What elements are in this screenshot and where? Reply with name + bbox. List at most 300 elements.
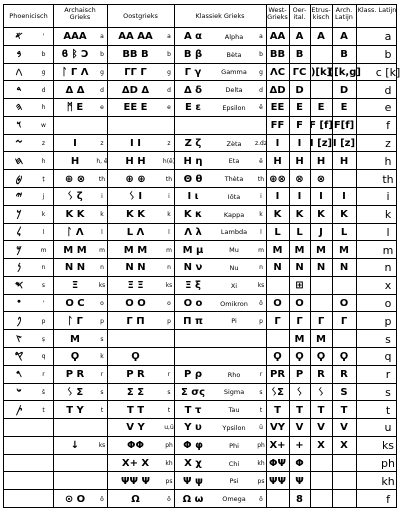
cell-et: M [316,244,326,256]
cell-ph: 𐤃 [16,84,22,96]
table-row [4,471,396,490]
cell-tr [34,472,53,490]
cell-ar: ᛊ Σ [66,386,84,398]
cell-ph: 𐤊 [16,209,22,221]
cell-tr3: ps [165,477,173,485]
cell-ph: 𐤀 [15,31,23,43]
cell-et: Ε [317,102,325,114]
cell-oo: BB B [122,49,149,61]
cell-tr: k [41,211,46,219]
cell-wg [266,490,289,508]
cell-oo: H H [125,155,146,167]
cell-oo: Ω [131,493,140,505]
cell-tr4: g [259,68,263,76]
cell-ar: O C [65,298,85,310]
cell-tr3: a [167,33,171,41]
header-oertal: Oer-ital. [292,6,307,21]
cell-oi: + [295,440,304,452]
cell-la: m [382,243,394,257]
cell-name: Phi [229,441,239,450]
cell-la: b [384,48,392,62]
header-archaisch: Archaisch Grieks [64,6,96,21]
cell-kl: N ν [183,262,203,274]
cell-kl [174,117,212,135]
cell-tr4: ĕ [259,104,263,112]
cell-tr3: ph [165,442,173,450]
cell-ar [53,117,97,135]
cell-kl: Π π [183,315,203,327]
cell-al: A [340,31,348,43]
cell-tr2 [97,455,107,473]
cell-al: Γ [340,315,348,327]
cell-tr4: ŏ [259,300,263,308]
cell-wg: ᛊΣ [271,386,284,398]
cell-tr: q [41,353,46,361]
cell-al: R [340,369,348,381]
cell-tr3: t [167,406,171,414]
table-row [4,134,396,153]
table-row [4,63,400,82]
cell-oo: T T [126,404,145,416]
cell-oi: 8 [296,493,303,505]
cell-name: Lambda [220,228,248,237]
cell-ph: 𐤋 [16,226,22,238]
cell-tr2: t [100,406,104,414]
cell-oo: ΔD Δ [121,84,150,96]
cell-oi: Ϙ [295,351,304,363]
cell-name: Gamma [221,68,247,77]
cell-et: ᛊ [318,386,324,398]
cell-oo: ΦΦ [126,440,144,452]
cell-la: s [385,332,391,346]
cell-ph: 𐤁 [16,49,22,61]
cell-oo: ⊕ ⊕ [125,173,146,185]
cell-tr2: k [100,353,104,361]
cell-tr: h [41,157,46,165]
cell-wg: ⊕⊗ [269,173,286,185]
cell-tr2: i [101,193,103,201]
cell-name: Sigma [223,388,245,397]
cell-kl: B β [183,49,203,61]
cell-al [332,455,356,473]
header-klassiek: Klassiek Grieks [195,12,245,20]
cell-oi: K [295,209,304,221]
table-row [4,436,396,455]
cell-tr3: e [167,104,171,112]
cell-al: L [340,226,348,238]
cell-al [332,330,356,348]
cell-name: Psi [229,477,239,486]
cell-al: I [342,191,346,203]
table-row [4,276,396,295]
cell-wg: FF [270,120,285,132]
cell-kl: Γ γ [184,66,202,78]
cell-kl [174,348,212,366]
cell-tr2: r [100,371,104,379]
cell-wg: X+ [269,440,286,452]
cell-name: Epsilon [222,103,246,112]
cell-oi: Ψ [295,475,304,487]
cell-tr2: z [100,140,104,148]
cell-oo: M M [123,244,148,256]
cell-tr4: ph [257,442,265,450]
table-row [4,187,396,206]
cell-ar: ᛚ Λ [66,226,84,238]
cell-name: Nu [229,263,239,272]
cell-ar: AAA [63,31,87,43]
cell-name: Iōta [227,192,241,201]
cell-al: Ϙ [339,351,349,363]
cell-al: S [340,386,348,398]
cell-oi: M [294,333,305,345]
cell-oi: I [297,138,302,150]
cell-al: N [339,262,349,274]
cell-oi: I [297,191,302,203]
cell-et: X [317,440,325,452]
cell-wg: H [273,155,282,167]
cell-tr4: m [258,246,264,254]
cell-name: Mu [229,246,239,255]
cell-et: I [319,191,323,203]
table-row [4,489,396,508]
cell-name: Zèta [226,139,242,148]
cell-tr: g [41,68,46,76]
cell-tr4: i [260,193,262,201]
cell-al: D [339,84,349,96]
cell-tr4: k [259,211,263,219]
cell-et: T [317,404,325,416]
cell-name [212,117,256,135]
cell-oi: ᛊ [296,386,303,398]
cell-tr: t [42,406,45,414]
cell-ar: ᛗ Ε [66,102,84,114]
cell-oi: N [295,262,304,274]
cell-tr2: ō [100,495,104,503]
cell-et: I [z] [309,138,333,150]
cell-kl: P ρ [184,369,202,381]
table-row [4,418,396,437]
cell-name: Alpha [224,32,244,41]
cell-al: V [340,422,348,434]
cell-wg: Ϙ [273,351,282,363]
cell-tr4: r [259,371,263,379]
cell-tr: š [41,388,46,396]
cell-tr: ' [42,300,45,308]
cell-tr2: h, ē [96,157,108,165]
cell-tr4: ü [259,424,263,432]
cell-kl: H η [183,155,203,167]
cell-et: N [316,262,326,274]
cell-tr2: s [100,388,104,396]
cell-la: e [384,101,392,115]
cell-al: O [339,298,349,310]
cell-ar: ⊕ ⊗ [64,173,86,185]
cell-wg: AA [269,31,286,43]
cell-al: B [340,49,348,61]
cell-et: K [317,209,325,221]
cell-tr3: h(ē) [162,157,176,165]
cell-name: Bèta [226,50,242,59]
cell-tr3: s [167,388,171,396]
cell-oi: B [295,49,304,61]
cell-ar: Ϙ [70,351,80,363]
cell-ph: 𐤐 [16,315,22,327]
table-row [4,294,396,313]
cell-oi: Γ [296,315,303,327]
cell-wg: ΨΨ [269,475,286,487]
cell-ph: 𐤔 [16,386,22,398]
cell-ar: H [70,155,80,167]
cell-tr: s [41,282,46,290]
cell-la: t [385,403,391,417]
table-row [4,116,396,135]
cell-oi: H [295,155,304,167]
cell-al: K [340,209,348,221]
cell-ph: 𐤂 [15,66,23,78]
cell-oo: X+ X [121,458,150,470]
cell-et [310,46,332,64]
cell-kl: T τ [184,404,202,416]
header-klass-latijn: Klass. Latijn [357,6,397,14]
table-row [4,223,396,242]
cell-kl: X χ [184,458,202,470]
cell-tr2: k [100,211,104,219]
header-phoenicisch: Phoenicisch [9,12,48,20]
cell-name: Eta [228,157,240,166]
cell-al: F[f] [333,120,355,132]
cell-ar: ᛚ Γ [67,315,83,327]
cell-oi: T [296,404,303,416]
cell-name: Delta [225,86,243,95]
cell-tr4 [256,330,266,348]
cell-oi: O [295,298,304,310]
cell-tr2: b [100,51,104,59]
cell-tr4: n [259,264,263,272]
cell-ar: N N [64,262,86,274]
cell-tr: b [41,51,46,59]
cell-tr3: l [168,228,170,236]
cell-kl: Δ δ [183,84,203,96]
cell-tr4: kh [257,460,265,468]
cell-ar: I [73,138,77,150]
cell-tr2 [97,472,107,490]
cell-ph: 𐤑 [16,333,22,345]
cell-tr: j [42,193,45,201]
cell-ar: M [70,333,80,345]
cell-tr2: g [100,68,104,76]
cell-la: d [384,83,392,97]
cell-la: kh [381,474,395,488]
cell-tr2: n [100,264,104,272]
cell-et [310,295,332,313]
header-oostgrieks: Oostgrieks [123,12,158,20]
cell-tr: ' [42,33,45,41]
cell-kl: A α [183,31,203,43]
cell-oi: ΓC [292,66,307,78]
table-row [4,205,396,224]
cell-et: F [f] [309,120,333,132]
cell-et: Γ [317,315,325,327]
cell-ph: 𐤈 [15,173,23,185]
cell-tr4: t [259,406,263,414]
cell-wg: PR [269,369,286,381]
cell-ph: 𐤏 [17,298,21,310]
table-row [4,27,396,46]
cell-tr3: p [167,317,171,325]
cell-oo: ᛊ I [128,191,143,203]
cell-la: ks [381,439,395,453]
cell-ph [4,472,34,490]
cell-oi: V [295,422,304,434]
cell-et: )[k] [310,66,332,78]
cell-kl: Σ σς [180,386,206,398]
cell-la: l [386,225,390,239]
cell-la: u [384,421,392,435]
cell-ar: ⊙ O [64,493,86,505]
cell-kl: Y υ [184,422,202,434]
cell-la: z [385,137,391,151]
cell-tr: d [41,86,46,94]
cell-oo: V Y [126,422,145,434]
table-row [4,454,396,473]
cell-al [332,170,356,188]
cell-tr4: b [259,51,263,59]
cell-wg: VY [270,422,285,434]
cell-oo: O O [125,298,146,310]
cell-tr4 [256,117,266,135]
cell-la: o [384,297,392,311]
cell-tr4: d [259,86,263,94]
alphabet-table [3,4,400,508]
cell-la: p [384,314,392,328]
cell-oi: D [295,84,304,96]
cell-al [332,472,356,490]
cell-oi: ⊞ [295,280,304,292]
cell-et: J [319,226,323,238]
cell-tr: h [41,104,46,112]
cell-tr3 [164,117,174,135]
cell-ph: 𐤒 [14,351,24,363]
cell-tr2: d [100,86,104,94]
cell-ar [53,419,97,437]
cell-oi: F [296,120,303,132]
cell-kl: K κ [183,209,203,221]
cell-ar: ↓ [70,440,80,452]
cell-tr2: s [100,335,104,343]
cell-tr3: n [167,264,171,272]
cell-al: T [340,404,348,416]
cell-tr4: z.dz [255,140,268,148]
table-row [4,329,396,348]
cell-et: H [316,155,326,167]
cell-tr2: p [100,317,104,325]
cell-tr3: d [167,86,171,94]
cell-tr3: kh [165,460,173,468]
cell-tr2: o [100,300,104,308]
cell-oo: L Λ [126,226,145,238]
cell-name: Tau [228,406,240,415]
cell-wg: I [275,191,280,203]
cell-wg [266,330,289,348]
cell-et [310,81,332,99]
cell-tr3 [164,330,174,348]
cell-ph: 𐤅 [16,120,22,132]
cell-tr4: ks [257,282,265,290]
cell-wg: L [274,226,281,238]
cell-ph: 𐤌 [16,244,22,256]
cell-la: q [384,350,392,364]
cell-wg: I [275,138,280,150]
cell-ph: 𐤍 [17,262,21,274]
cell-tr4: p [259,317,263,325]
cell-oo: Σ Σ [126,386,145,398]
cell-al [332,490,356,508]
cell-wg: ΛC [269,66,286,78]
cell-tr3: k [167,211,171,219]
cell-tr4: th [257,175,265,183]
cell-tr2 [97,419,107,437]
cell-ar: K K [65,209,85,221]
cell-oo [107,117,164,135]
cell-ar: P R [65,369,85,381]
cell-oi: M [294,244,305,256]
cell-ph [4,437,34,455]
header-etruskisch: Etrus-kisch [311,6,331,21]
cell-et [310,472,332,490]
cell-wg: ΔD [269,84,286,96]
cell-et: A [317,31,325,43]
cell-tr4: ō [259,495,263,503]
cell-tr3: r [167,371,171,379]
cell-ar: M M [63,244,87,256]
cell-tr2: th [98,175,106,183]
table-row [4,347,396,366]
cell-tr2 [97,117,107,135]
cell-kl: Ξ ξ [185,280,201,292]
cell-tr4: l [260,228,262,236]
cell-ar [53,472,97,490]
cell-oo: I I [130,138,141,150]
cell-oo: ΕΕ Ε [123,102,148,114]
cell-name: Xi [230,281,238,290]
cell-wg [266,277,289,295]
cell-et [310,490,332,508]
cell-tr3: b [167,51,171,59]
cell-kl: O ο [183,298,203,310]
cell-kl: Φ φ [183,440,203,452]
cell-kl: M μ [182,244,204,256]
cell-oo: K K [126,209,145,221]
cell-tr3 [164,348,174,366]
cell-la: x [384,279,392,293]
cell-et [310,455,332,473]
header-arch-latijn: Arch. Latijn [335,6,353,21]
cell-oi: Φ [295,458,304,470]
cell-kl: Θ θ [183,173,203,185]
cell-tr2: l [101,228,103,236]
cell-tr2: ks [98,282,106,290]
cell-tr3: th [165,175,173,183]
cell-oo: ΨΨ Ψ [121,475,150,487]
table-row [4,383,396,402]
cell-et: R [317,369,325,381]
cell-tr [34,455,53,473]
table-row [4,169,396,188]
cell-ph: 𐤄 [15,102,23,114]
cell-ar [53,455,97,473]
cell-tr: r [42,371,45,379]
cell-tr: ṣ [41,335,46,343]
